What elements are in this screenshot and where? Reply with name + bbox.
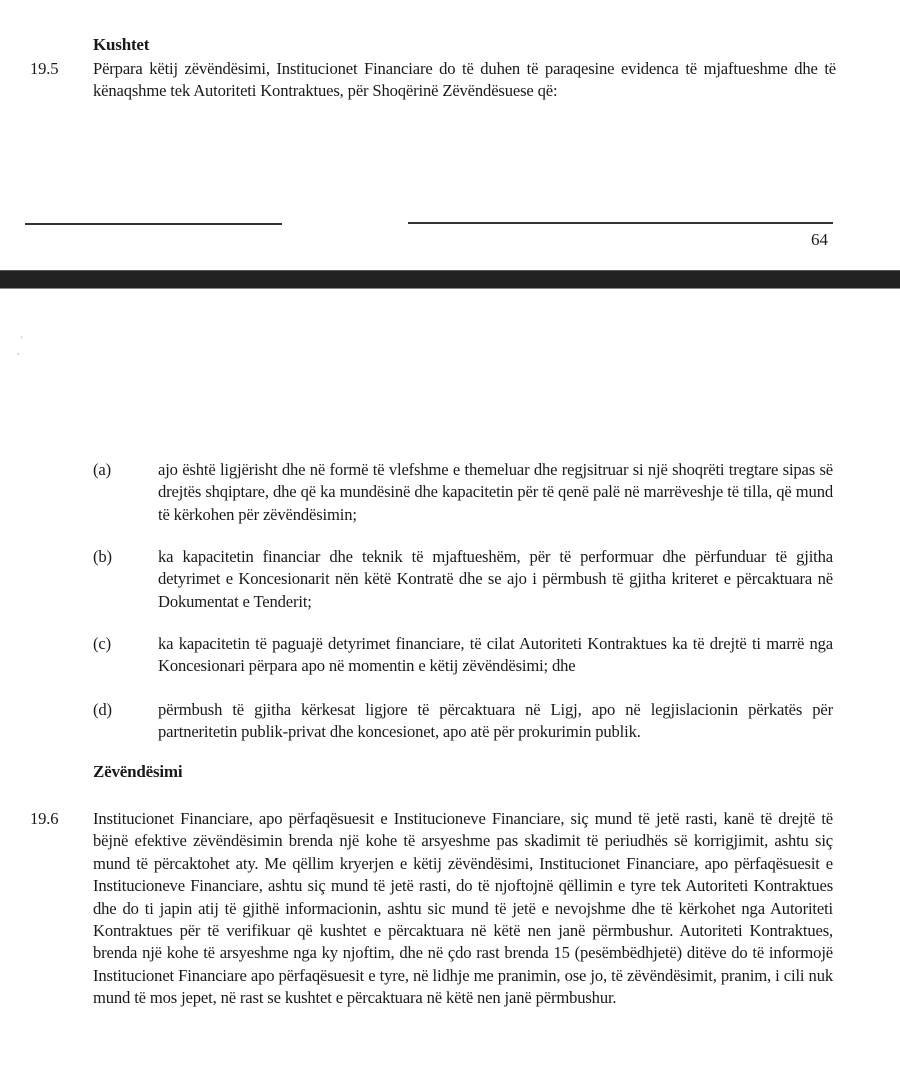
page-number: 64 xyxy=(811,230,828,249)
list-item xyxy=(93,459,833,527)
list-item-label: (c) xyxy=(93,634,111,653)
list-item xyxy=(93,633,833,679)
clause-text: Institucionet Financiare, apo përfaqësuesit e Institucioneve Financiare, siç mund të jetë rasti, kanë të drejtë të bëjnë efektive zëvëndësimin brenda një kohe të arsyeshme pas skadimit të periudhës së korrigjimit, ashtu siç mund të përcaktohet aty. Me qëllim kryerjen e këtij zëvëndësimi, Institucionet Financiare, apo përfaqësuesit e Institucioneve Financiare, ashtu siç mund të jetë rasti, do të njoftojnë qëllimin e tyre tek Autoriteti Kontraktues dhe do ti japin atij të gjithë informacionin, ashtu sic mund të jetë e nevojshme dhe të kërkohet nga Autoriteti Kontraktues për të verifikuar që kushtet e përcaktuara në këtë nen janë përmbushur. Autoriteti Kontraktues, brenda një kohe të arsyeshme nga ky njoftim, dhe në çdo rast brenda 15 (pesëmbëdhjetë) ditëve do të informojë Institucionet Financiare apo përfaqësuesit e tyre, në lidhje me pranimin, ose jo, të zëvëndësimit, pranim, i cili nuk mund të mos jepet, në rast se kushtet e përcaktuara në këtë nen janë përmbushur. xyxy=(93,809,833,1008)
section-heading-zevendesimi: Zëvëndësimi xyxy=(93,762,183,781)
document-page-bottom xyxy=(0,289,900,1078)
page-separator xyxy=(0,270,900,289)
clause-number: 19.5 xyxy=(30,59,59,78)
document-page-top xyxy=(0,0,900,270)
footer-rule-right xyxy=(408,222,833,224)
clause-19-5 xyxy=(30,58,836,108)
clause-number: 19.6 xyxy=(30,809,59,828)
list-item-label: (a) xyxy=(93,460,111,479)
section-heading-kushtet: Kushtet xyxy=(93,35,150,54)
footer-rule-left xyxy=(25,223,282,225)
list-item xyxy=(93,546,833,614)
scan-speck: , xyxy=(17,346,20,356)
list-item xyxy=(93,699,833,745)
list-item-text: përmbush të gjitha kërkesat ligjore të përcaktuara në Ligj, apo në legjislacionin përkatës për partneritetin publik-privat dhe koncesionet, apo atë për prokurimin publik. xyxy=(158,700,833,742)
clause-text: Përpara këtij zëvëndësimi, Institucionet Financiare do të duhen të paraqesine evidenca të mjaftueshme dhe të kënaqshme tek Autoriteti Kontraktues, për Shoqërinë Zëvëndësuese që: xyxy=(93,59,836,101)
list-item-text: ka kapacitetin financiar dhe teknik të mjaftueshëm, për të performuar dhe përfunduar të gjitha detyrimet e Koncesionarit nën këtë Kontratë dhe se ajo i përmbush të gjitha kriteret e përcaktuara në Dokumentat e Tenderit; xyxy=(158,547,833,611)
clause-19-6 xyxy=(30,808,833,1058)
list-item-text: ka kapacitetin të paguajë detyrimet financiare, të cilat Autoriteti Kontraktues ka të drejtë ti marrë nga Koncesionari përpara apo në momentin e këtij zëvëndësimi; dhe xyxy=(158,634,833,676)
list-item-text: ajo është ligjërisht dhe në formë të vlefshme e themeluar dhe regjsitruar si një shoqrëti tregtare sipas së drejtës shqiptare, dhe që ka mundësinë dhe kapacitetin për të qenë palë në marrëveshje të tilla, që mund të kërkohen për zëvëndësimin; xyxy=(158,460,833,524)
list-item-label: (d) xyxy=(93,700,112,719)
scan-speck: ' xyxy=(21,335,23,345)
list-item-label: (b) xyxy=(93,547,112,566)
